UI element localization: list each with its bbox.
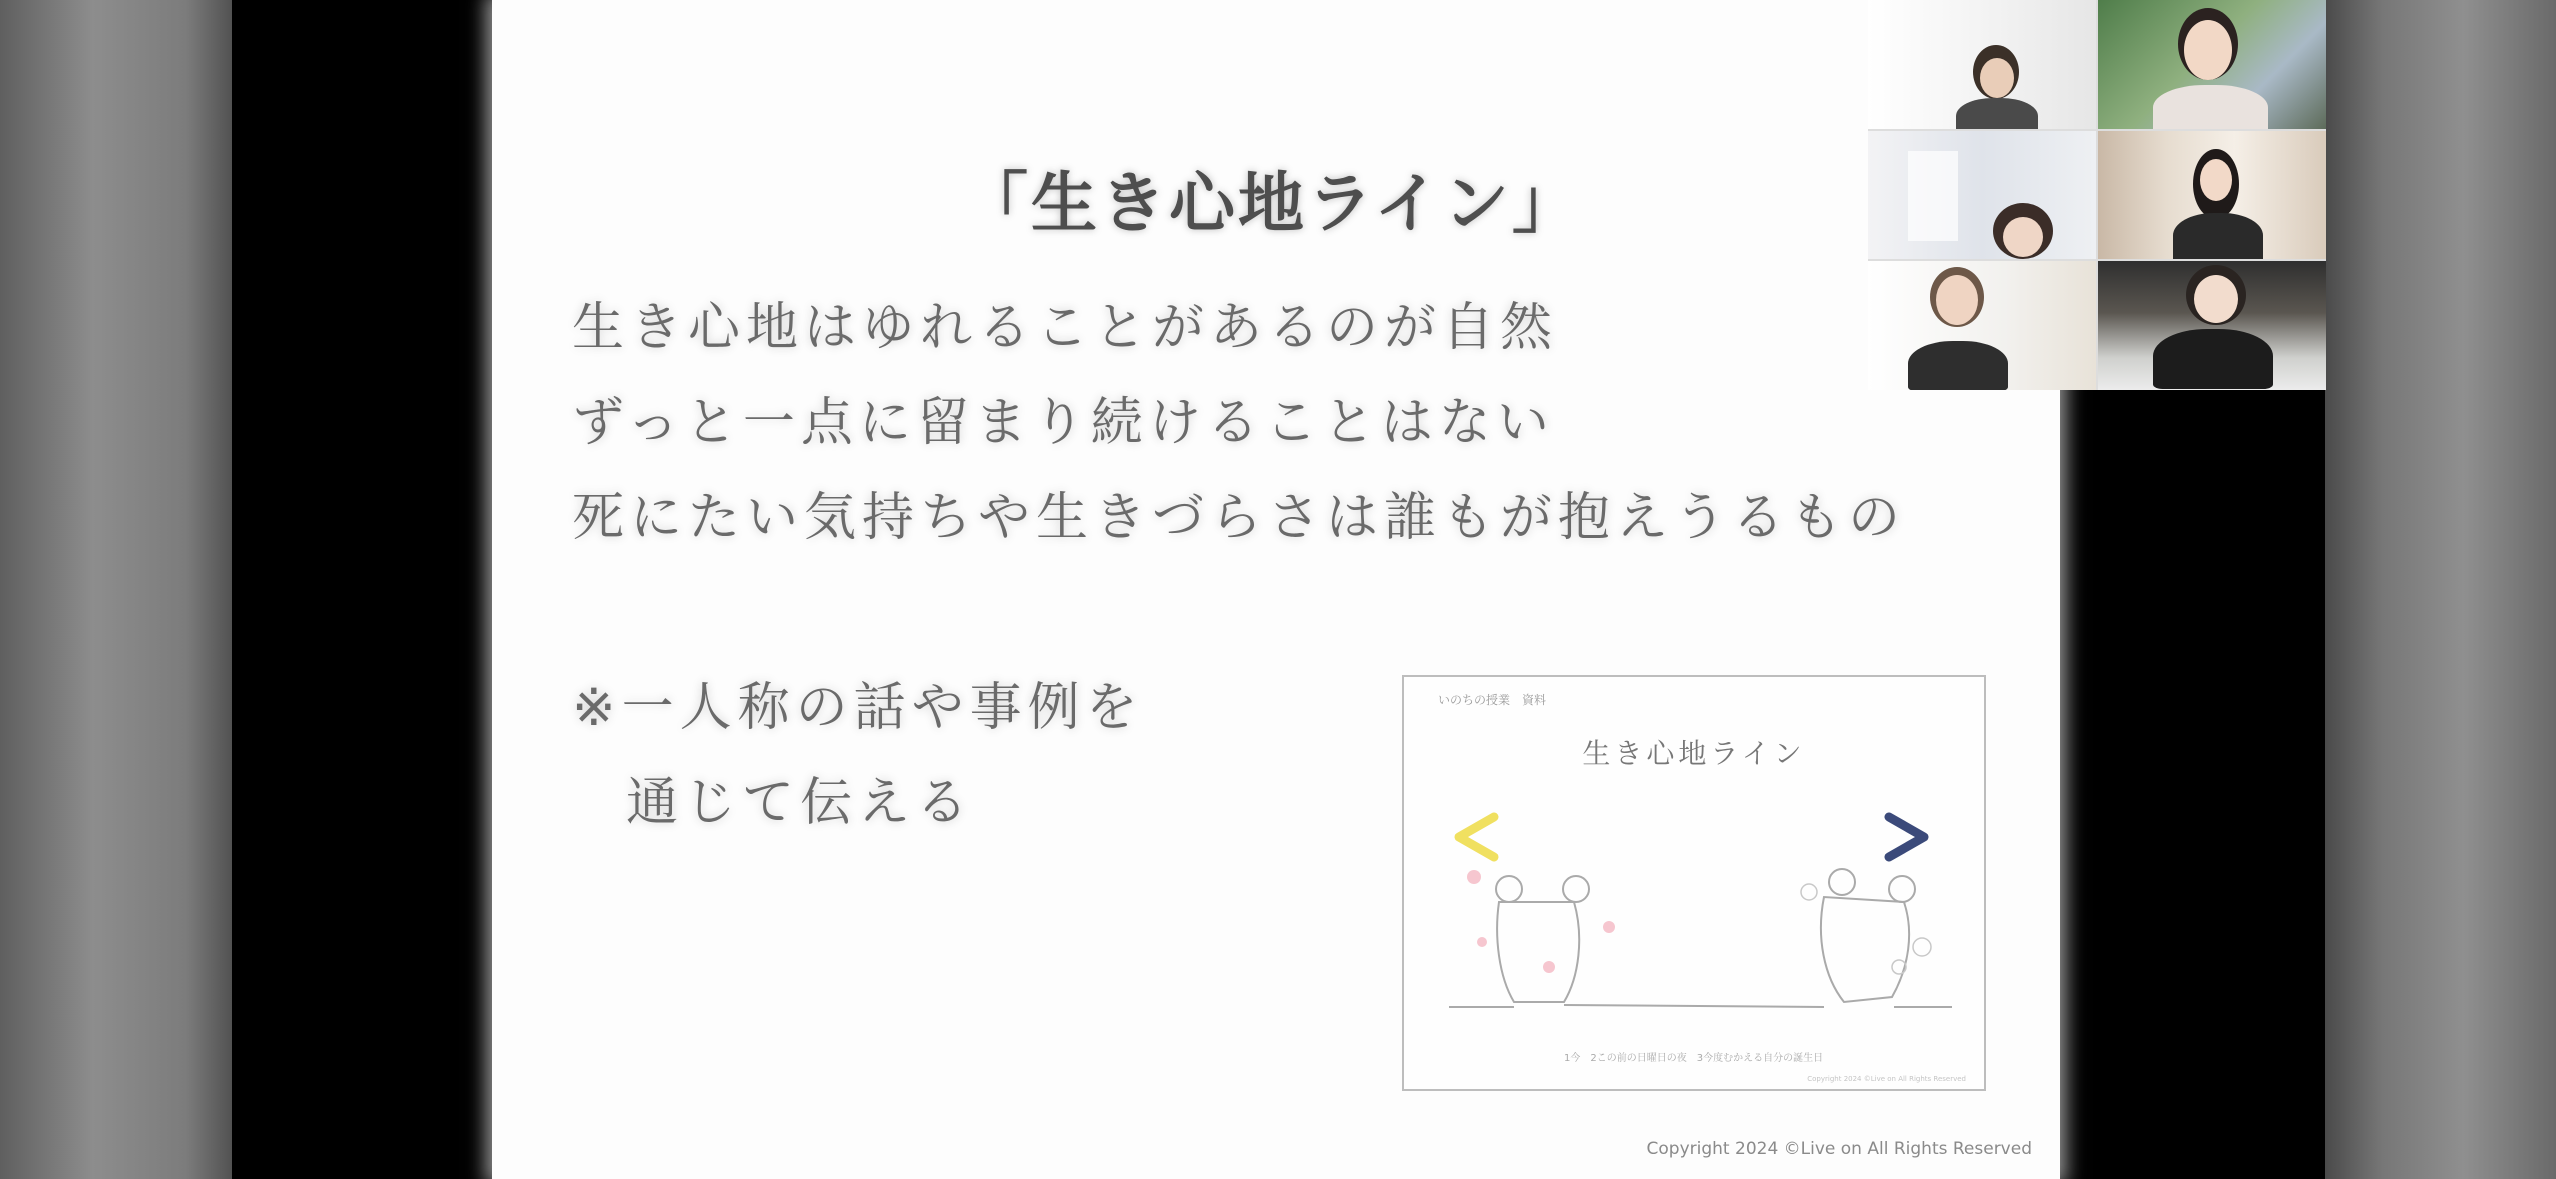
lifeline-illustration [1404,677,1984,1089]
participant-tile[interactable] [2098,131,2326,260]
participant-tile[interactable] [2098,0,2326,129]
thumbnail-title: 生き心地ライン [1582,737,1806,770]
bear-left [1496,876,1589,1002]
participant-tile[interactable] [1868,261,2096,390]
thumbnail-small-label: いのちの授業 資料 [1438,693,1547,707]
slide-line-3: 死にたい気持ちや生きづらさは誰もが抱えうるもの [572,488,1907,548]
letterbox-left [232,0,492,1179]
thumbnail-copyright: Copyright 2024 ©Live on All Rights Reserved [1807,1075,1966,1083]
flowers [1467,870,1615,973]
thumbnail-footer: 1今 2この前の日曜日の夜 3今度むかえる自分の誕生日 [1564,1053,1824,1064]
shared-slide [492,0,2060,1179]
left-background [0,0,232,1179]
participant-video-grid [1868,0,2326,390]
participant-tile[interactable] [2098,261,2326,390]
slide-title: 「生き心地ライン」 [962,165,1582,242]
slide-note-line-2: 通じて伝える [626,773,975,833]
bear-right [1821,869,1915,1002]
slide-line-2: ずっと一点に留まり続けることはない [572,393,1555,453]
lifeline-thumbnail [1402,675,1986,1091]
slide-note-line-1: ※一人称の話や事例を [572,678,1144,738]
right-background [2325,0,2556,1179]
participant-tile[interactable] [1868,131,2096,260]
participant-tile[interactable] [1868,0,2096,129]
slide-line-1: 生き心地はゆれることがあるのが自然 [572,298,1559,358]
slide-copyright: Copyright 2024 ©Live on All Rights Reserved [1646,1139,2032,1159]
